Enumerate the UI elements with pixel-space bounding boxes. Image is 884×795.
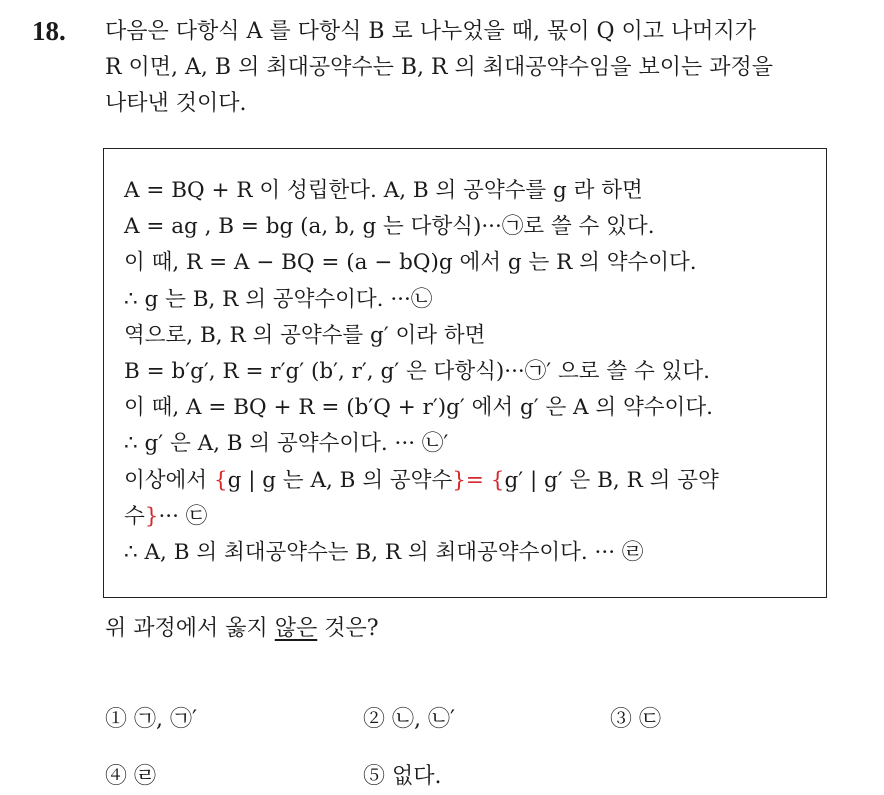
proof-line: A = ag , B = bg (a, b, g 는 다항식)···㉠로 쓸 수 있다.: [124, 214, 655, 240]
proof-line-conclusion: ∴ A, B 의 최대공약수는 B, R 의 최대공약수이다. ··· ㉣: [124, 539, 644, 565]
proof-line: 역으로, B, R 의 공약수를 g′ 이라 하면: [124, 322, 486, 348]
set-lead-text: 이상에서: [124, 467, 214, 493]
proof-line: 이 때, R = A − BQ = (a − bQ)g 에서 g 는 R 의 약수이다.: [124, 250, 697, 276]
set-tail-text: ··· ㉢: [158, 503, 208, 529]
set-brace-close: }: [452, 467, 466, 493]
question-line: R 이면, A, B 의 최대공약수는 B, R 의 최대공약수임을 보이는 과정을: [105, 55, 774, 80]
question-line: 나타낸 것이다.: [105, 91, 247, 116]
proof-line-set-continued: [124, 499, 814, 535]
choice-3[interactable]: ③ ㉢: [610, 707, 661, 732]
question-stem: [105, 14, 865, 122]
prompt-text: 위 과정에서 옳지: [105, 616, 275, 641]
proof-line: ∴ g 는 B, R 의 공약수이다. ···㉡: [124, 286, 433, 312]
set-two-continued: 수: [124, 503, 145, 529]
set-two: g′ | g′ 은 B, R 의 공약: [504, 467, 719, 493]
set-brace-open: {: [490, 467, 505, 493]
set-brace-close: }: [144, 503, 159, 529]
proof-line: 이 때, A = BQ + R = (b′Q + r′)g′ 에서 g′ 은 A 의 약수이다.: [124, 395, 713, 421]
set-equals: =: [465, 467, 491, 493]
proof-line: B = b′g′, R = r′g′ (b′, r′, g′ 은 다항식)···㉠′ 으로 쓸 수 있다.: [124, 358, 710, 384]
choice-1[interactable]: ① ㉠, ㉠′: [105, 707, 197, 732]
choice-4[interactable]: ④ ㉣: [105, 764, 156, 789]
prompt-underlined-word: 않은: [274, 616, 318, 641]
question-line: 다음은 다항식 A 를 다항식 B 로 나누었을 때, 몫이 Q 이고 나머지가: [105, 19, 757, 44]
question-number: 18.: [32, 16, 66, 46]
set-one: g | g 는 A, B 의 공약수: [227, 467, 453, 493]
proof-line-set-equality: [124, 463, 814, 499]
choice-5[interactable]: ⑤ 없다.: [363, 764, 442, 789]
question-prompt: [105, 614, 379, 644]
proof-line: ∴ g′ 은 A, B 의 공약수이다. ··· ㉡′: [124, 431, 449, 457]
prompt-text: 것은?: [317, 616, 379, 641]
proof-box: [103, 148, 827, 598]
set-brace-open: {: [213, 467, 228, 493]
proof-line: A = BQ + R 이 성립한다. A, B 의 공약수를 g 라 하면: [124, 178, 643, 203]
choice-2[interactable]: ② ㉡, ㉡′: [363, 707, 455, 732]
